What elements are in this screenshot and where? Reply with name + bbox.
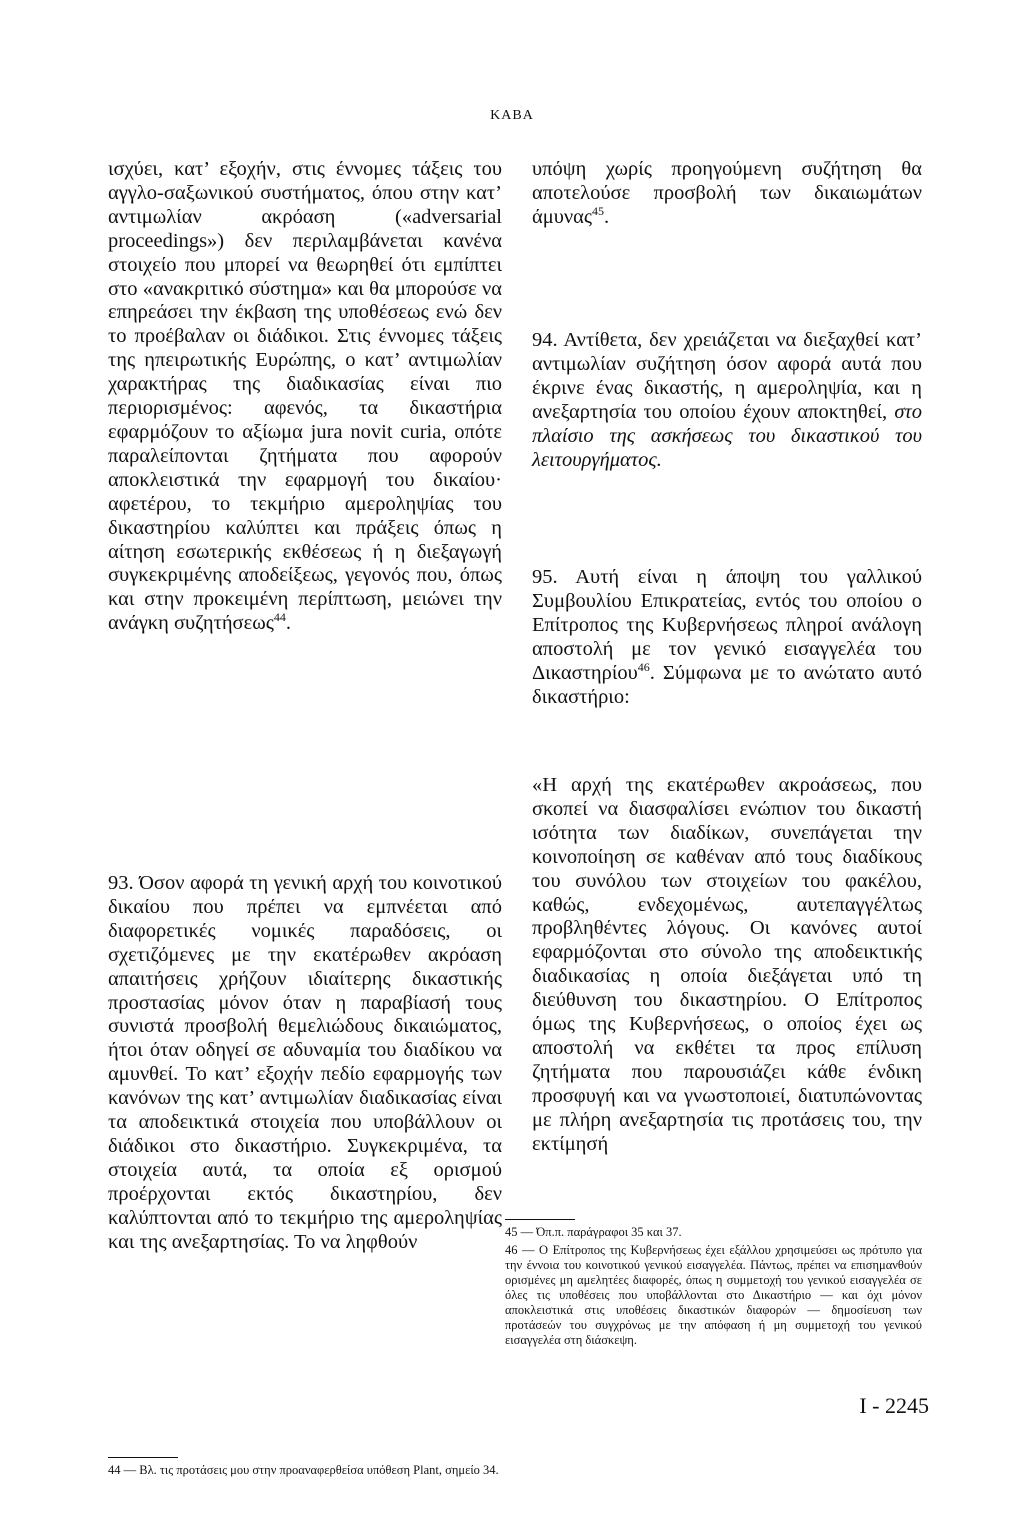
right-top-end: .: [604, 205, 610, 228]
paragraph-93: [108, 872, 502, 1255]
footnote-rule-left: [108, 1457, 178, 1458]
right-top-text: υπόψη χωρίς προηγούμενη συζήτηση θα αποτελούσε προσβολή των δικαιωμάτων άμυνας: [532, 158, 922, 228]
paragraph-94-text: 94. Αντίθετα, δεν χρειάζεται να διεξαχθεί κατ’ αντιμωλίαν συζήτηση όσον αφορά αυτά που έκρινε ένας δικαστής, η αμεροληψία, και η ανεξαρτησία του οποίου έχουν αποκτηθεί,: [532, 329, 922, 423]
page-number: I - 2245: [859, 1393, 929, 1418]
footnote-rule-right: [505, 1219, 575, 1220]
footnote-ref-44: 44: [273, 610, 286, 625]
footnote-45: 45 — Όπ.π. παράγραφοι 35 και 37.: [505, 1225, 682, 1239]
paragraph-95-text-a: 95. Αυτή είναι η άποψη του γαλλικού Συμβουλίου Επικρατείας, εντός του οποίου ο Επίτροπος της Κυβερνήσεως πληροί ανάλογη αποστολή με τον γενικό εισαγγελέα του Δικαστηρίου: [532, 566, 922, 684]
paragraph-95: [532, 566, 922, 709]
footnote-44: 44 — Βλ. τις προτάσεις μου στην προαναφερθείσα υπόθεση Plant, σημείο 34.: [108, 1463, 499, 1477]
right-top-paragraph: [532, 158, 922, 230]
paragraph-94: [532, 329, 922, 472]
quote-paragraph: [532, 774, 922, 1157]
footnote-ref-46: 46: [637, 659, 650, 674]
paragraph-93-text: 93. Όσον αφορά τη γενική αρχή του κοινοτικού δικαίου που πρέπει να εμπνέεται από διαφορετικές νομικές παραδόσεις, οι σχετιζόμενες με την εκατέρωθεν ακρόαση απαιτήσεις χρήζουν ιδιαίτερης δικαστικής προστασίας μόνον όταν η παραβίασή τους συνιστά προσβολή θεμελιώδους δικαιώματος, ήτοι όταν οδηγεί σε αδυναμία του διαδίκου να αμυνθεί. Το κατ’ εξοχήν πεδίο εφαρμογής των κανόνων της κατ’ αντιμωλίαν διαδικασίας είναι τα αποδεικτικά στοιχεία που υποβάλλουν οι διάδικοι στο δικαστήριο. Συγκεκριμένα, τα στοιχεία αυτά, τα οποία εξ ορισμού προέρχονται εκτός δικαστηρίου, δεν καλύπτονται από το τεκμήριο της αμεροληψίας και της ανεξαρτησίας. Το να ληφθούν: [108, 872, 502, 1253]
footnote-ref-45: 45: [592, 203, 605, 218]
footnote-46: 46 — Ο Επίτροπος της Κυβερνήσεως έχει εξάλλου χρησιμεύσει ως πρότυπο για την έννοια του κοινοτικού γενικού εισαγγελέα. Πάντως, πρέπει να επισημανθούν ορισμένες μη αμελητέες διαφορές, όπως η συμμετοχή του γενικού εισαγγελέα σε όλες τις υποθέσεις που υποβάλλονται στο Δικαστήριο — και όχι μόνον αποκλειστικά στις υποθέσεις δικαστικών διαφορών — δημοσίευση των προτάσεών του συγχρόνως με την απόφαση ή μη συμμετοχή του γενικού εισαγγελέα στη διάσκεψη.: [505, 1243, 922, 1347]
left-top-paragraph: [108, 158, 502, 636]
paragraph-94-italic: στο πλαίσιο της ασκήσεως του δικαστικού του λειτουργήματος.: [532, 400, 923, 471]
left-top-end: .: [285, 612, 291, 635]
paragraph-95-text-b: . Σύμφωνα με το ανώτατο αυτό δικαστήριο:: [532, 661, 922, 708]
quote-text: «Η αρχή της εκατέρωθεν ακροάσεως, που σκοπεί να διασφαλίσει ενώπιον του δικαστή ισότητα των διαδίκων, συνεπάγεται την κοινοποίηση σε καθέναν από τους διαδίκους του συνόλου των στοιχείων του φακέλου, καθώς, ενδεχομένως, αυτεπαγγέλτως προβληθέντες λόγους. Οι κανόνες αυτοί εφαρμόζονται στο σύνολο της αποδεικτικής διαδικασίας η οποία διεξάγεται υπό τη διεύθυνση του δικαστηρίου. Ο Επίτροπος όμως της Κυβερνήσεως, ο οποίος έχει ως αποστολή να εκθέτει τα προς επίλυση ζητήματα που παρουσιάζει κάθε ένδικη προσφυγή και να γνωστοποιεί, διατυπώνοντας με πλήρη ανεξαρτησία τις προτάσεις του, την εκτίμησή: [532, 774, 922, 1155]
page-header: ΚΑΒΑ: [490, 108, 534, 123]
left-top-text: ισχύει, κατ’ εξοχήν, στις έννομες τάξεις του αγγλο-σαξωνικού συστήματος, όπου στην κατ’ αντιμωλίαν ακρόαση («adversarial proceedings») δεν περιλαμβάνεται κανένα στοιχείο που μπορεί να θεωρηθεί ότι εμπίπτει στο «ανακριτικό σύστημα» και θα μπορούσε να επηρεάσει την έκβαση της υποθέσεως ενώ δεν το προέβαλαν οι διάδικοι. Στις έννομες τάξεις της ηπειρωτικής Ευρώπης, ο κατ’ αντιμωλίαν χαρακτήρας της διαδικασίας είναι πιο περιορισμένος: αφενός, τα δικαστήρια εφαρμόζουν το αξίωμα jura novit curia, οπότε παραλείπονται ζητήματα που αφορούν αποκλειστικά την εφαρμογή του δικαίου· αφετέρου, το τεκμήριο αμεροληψίας του δικαστηρίου καλύπτει και πράξεις όπως η αίτηση εσωτερικής εκθέσεως ή η διεξαγωγή συγκεκριμένης αποδείξεως, γεγονός που, όπως και στην προκειμένη περίπτωση, μειώνει την ανάγκη συζητήσεως: [108, 158, 502, 635]
